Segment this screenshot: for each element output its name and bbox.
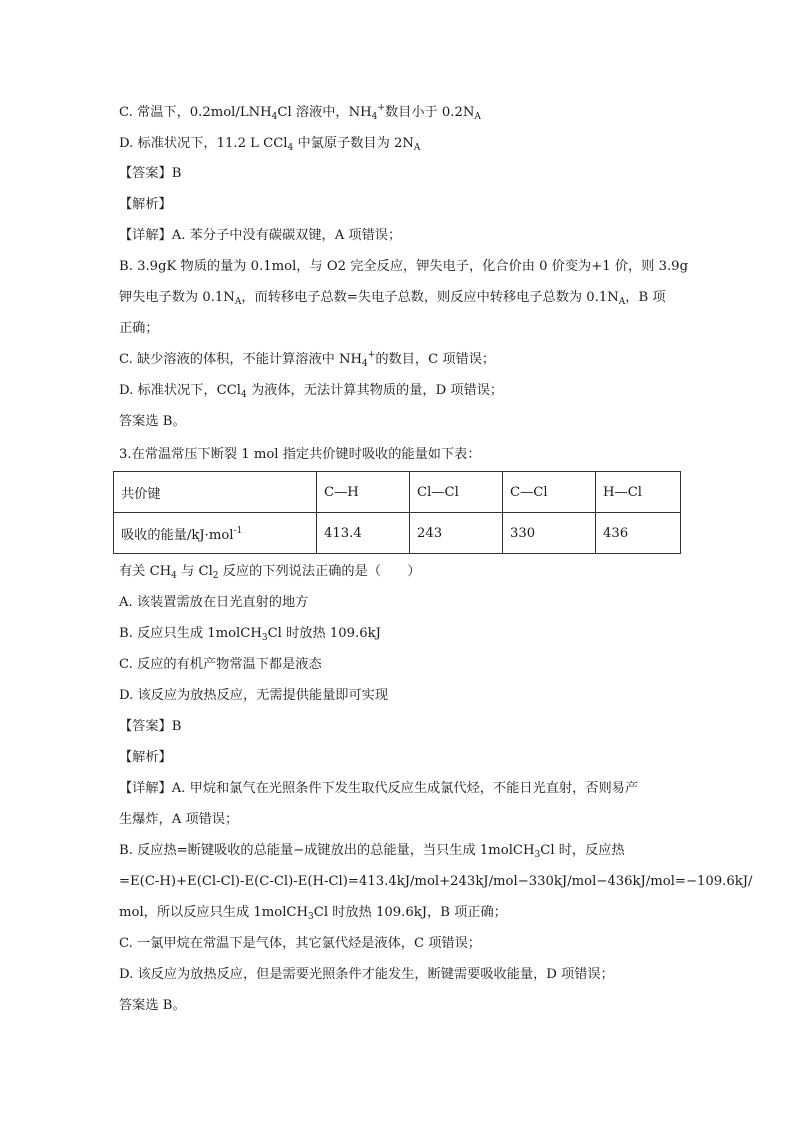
q2-option-c: C. 常温下，$0.2mol/LNH_4Cl$ 溶液中，$NH_4^+$数目小于 $0.2N_A$ <box>119 103 481 122</box>
q2-final-answer: 答案选 B。 <box>119 414 186 429</box>
q3-detail-b-line1: B. 反应热=断键吸收的总能量−成键放出的总能量，当只生成 1molCH$_3$Cl 时，反应热 <box>119 843 625 860</box>
table-row <box>114 472 681 513</box>
q3-option-d: D. 该反应为放热反应，无需提供能量即可实现 <box>119 688 389 703</box>
table-header-label: 共价键 <box>114 472 317 513</box>
bond-energy-value: 330 <box>503 513 596 554</box>
q2-answer: 【答案】B <box>119 166 182 181</box>
bond-name: C—Cl <box>503 472 596 513</box>
bond-energy-value: 243 <box>410 513 503 554</box>
bond-energy-table <box>113 471 681 554</box>
q3-detail-a-line1: 【详解】A. 甲烷和氯气在光照条件下发生取代反应生成氯代烃，不能日光直射，否则易产 <box>119 781 639 796</box>
bond-energy-value: 436 <box>596 513 681 554</box>
bond-name: H—Cl <box>596 472 681 513</box>
q3-final-answer: 答案选 B。 <box>119 998 186 1013</box>
q3-option-b: B. 反应只生成 1molCH$_3$Cl 时放热 109.6kJ <box>119 626 381 643</box>
q2-analysis-heading: 【解析】 <box>119 197 172 212</box>
bond-energy-value: 413.4 <box>317 513 410 554</box>
bond-name: C—H <box>317 472 410 513</box>
q3-answer: 【答案】B <box>119 719 182 734</box>
q3-stem: 3.在常温常压下断裂 1 mol 指定共价键时吸收的能量如下表： <box>119 447 481 462</box>
q2-detail-b-line3: 正确； <box>119 321 159 336</box>
q2-detail-b-line1: B. 3.9gK 物质的量为 0.1mol，与 O2 完全反应，钾失电子，化合价由 0 价变为+1 价，则 3.9g <box>119 259 689 274</box>
q3-question: 有关 $CH_4$ 与 $Cl_2$ 反应的下列说法正确的是（ ） <box>119 564 421 581</box>
q3-analysis-heading: 【解析】 <box>119 750 172 765</box>
q3-detail-b-line2: =E(C-H)+E(Cl-Cl)-E(C-Cl)-E(H-Cl)=413.4kJ/mol+243kJ/mol−330kJ/mol−436kJ/mol=−109.6kJ/ <box>119 874 753 889</box>
table-row <box>114 513 681 554</box>
table-row-label: 吸收的能量/kJ·mol$^{-1}$ <box>114 513 317 554</box>
bond-name: Cl—Cl <box>410 472 503 513</box>
q2-detail-b-line2: 钾失电子数为 $0.1N_A$，而转移电子总数=失电子总数，则反应中转移电子总数为 $0.1N_A$，B 项 <box>119 290 666 307</box>
q2-detail-c: C. 缺少溶液的体积，不能计算溶液中 $NH_4^+$的数目，C 项错误； <box>119 350 496 369</box>
q2-detail-a: 【详解】A. 苯分子中没有碳碳双键，A 项错误； <box>119 228 402 243</box>
q3-detail-b-line3: mol，所以反应只生成 1molCH$_3$Cl 时放热 109.6kJ，B 项正确； <box>119 905 507 922</box>
q3-detail-a-line2: 生爆炸，A 项错误； <box>119 812 239 827</box>
q2-detail-d: D. 标准状况下，CCl$_4$ 为液体，无法计算其物质的量，D 项错误； <box>119 383 504 400</box>
q3-option-a: A. 该装置需放在日光直射的地方 <box>119 595 309 610</box>
q2-option-d: D. 标准状况下，11.2 L CCl$_4$ 中氯原子数目为 $2N_A$ <box>119 136 421 153</box>
q3-detail-d: D. 该反应为放热反应，但是需要光照条件才能发生，断键需要吸收能量，D 项错误； <box>119 967 614 982</box>
q3-option-c: C. 反应的有机产物常温下都是液态 <box>119 657 322 672</box>
q3-detail-c: C. 一氯甲烷在常温下是气体，其它氯代烃是液体，C 项错误； <box>119 936 481 951</box>
